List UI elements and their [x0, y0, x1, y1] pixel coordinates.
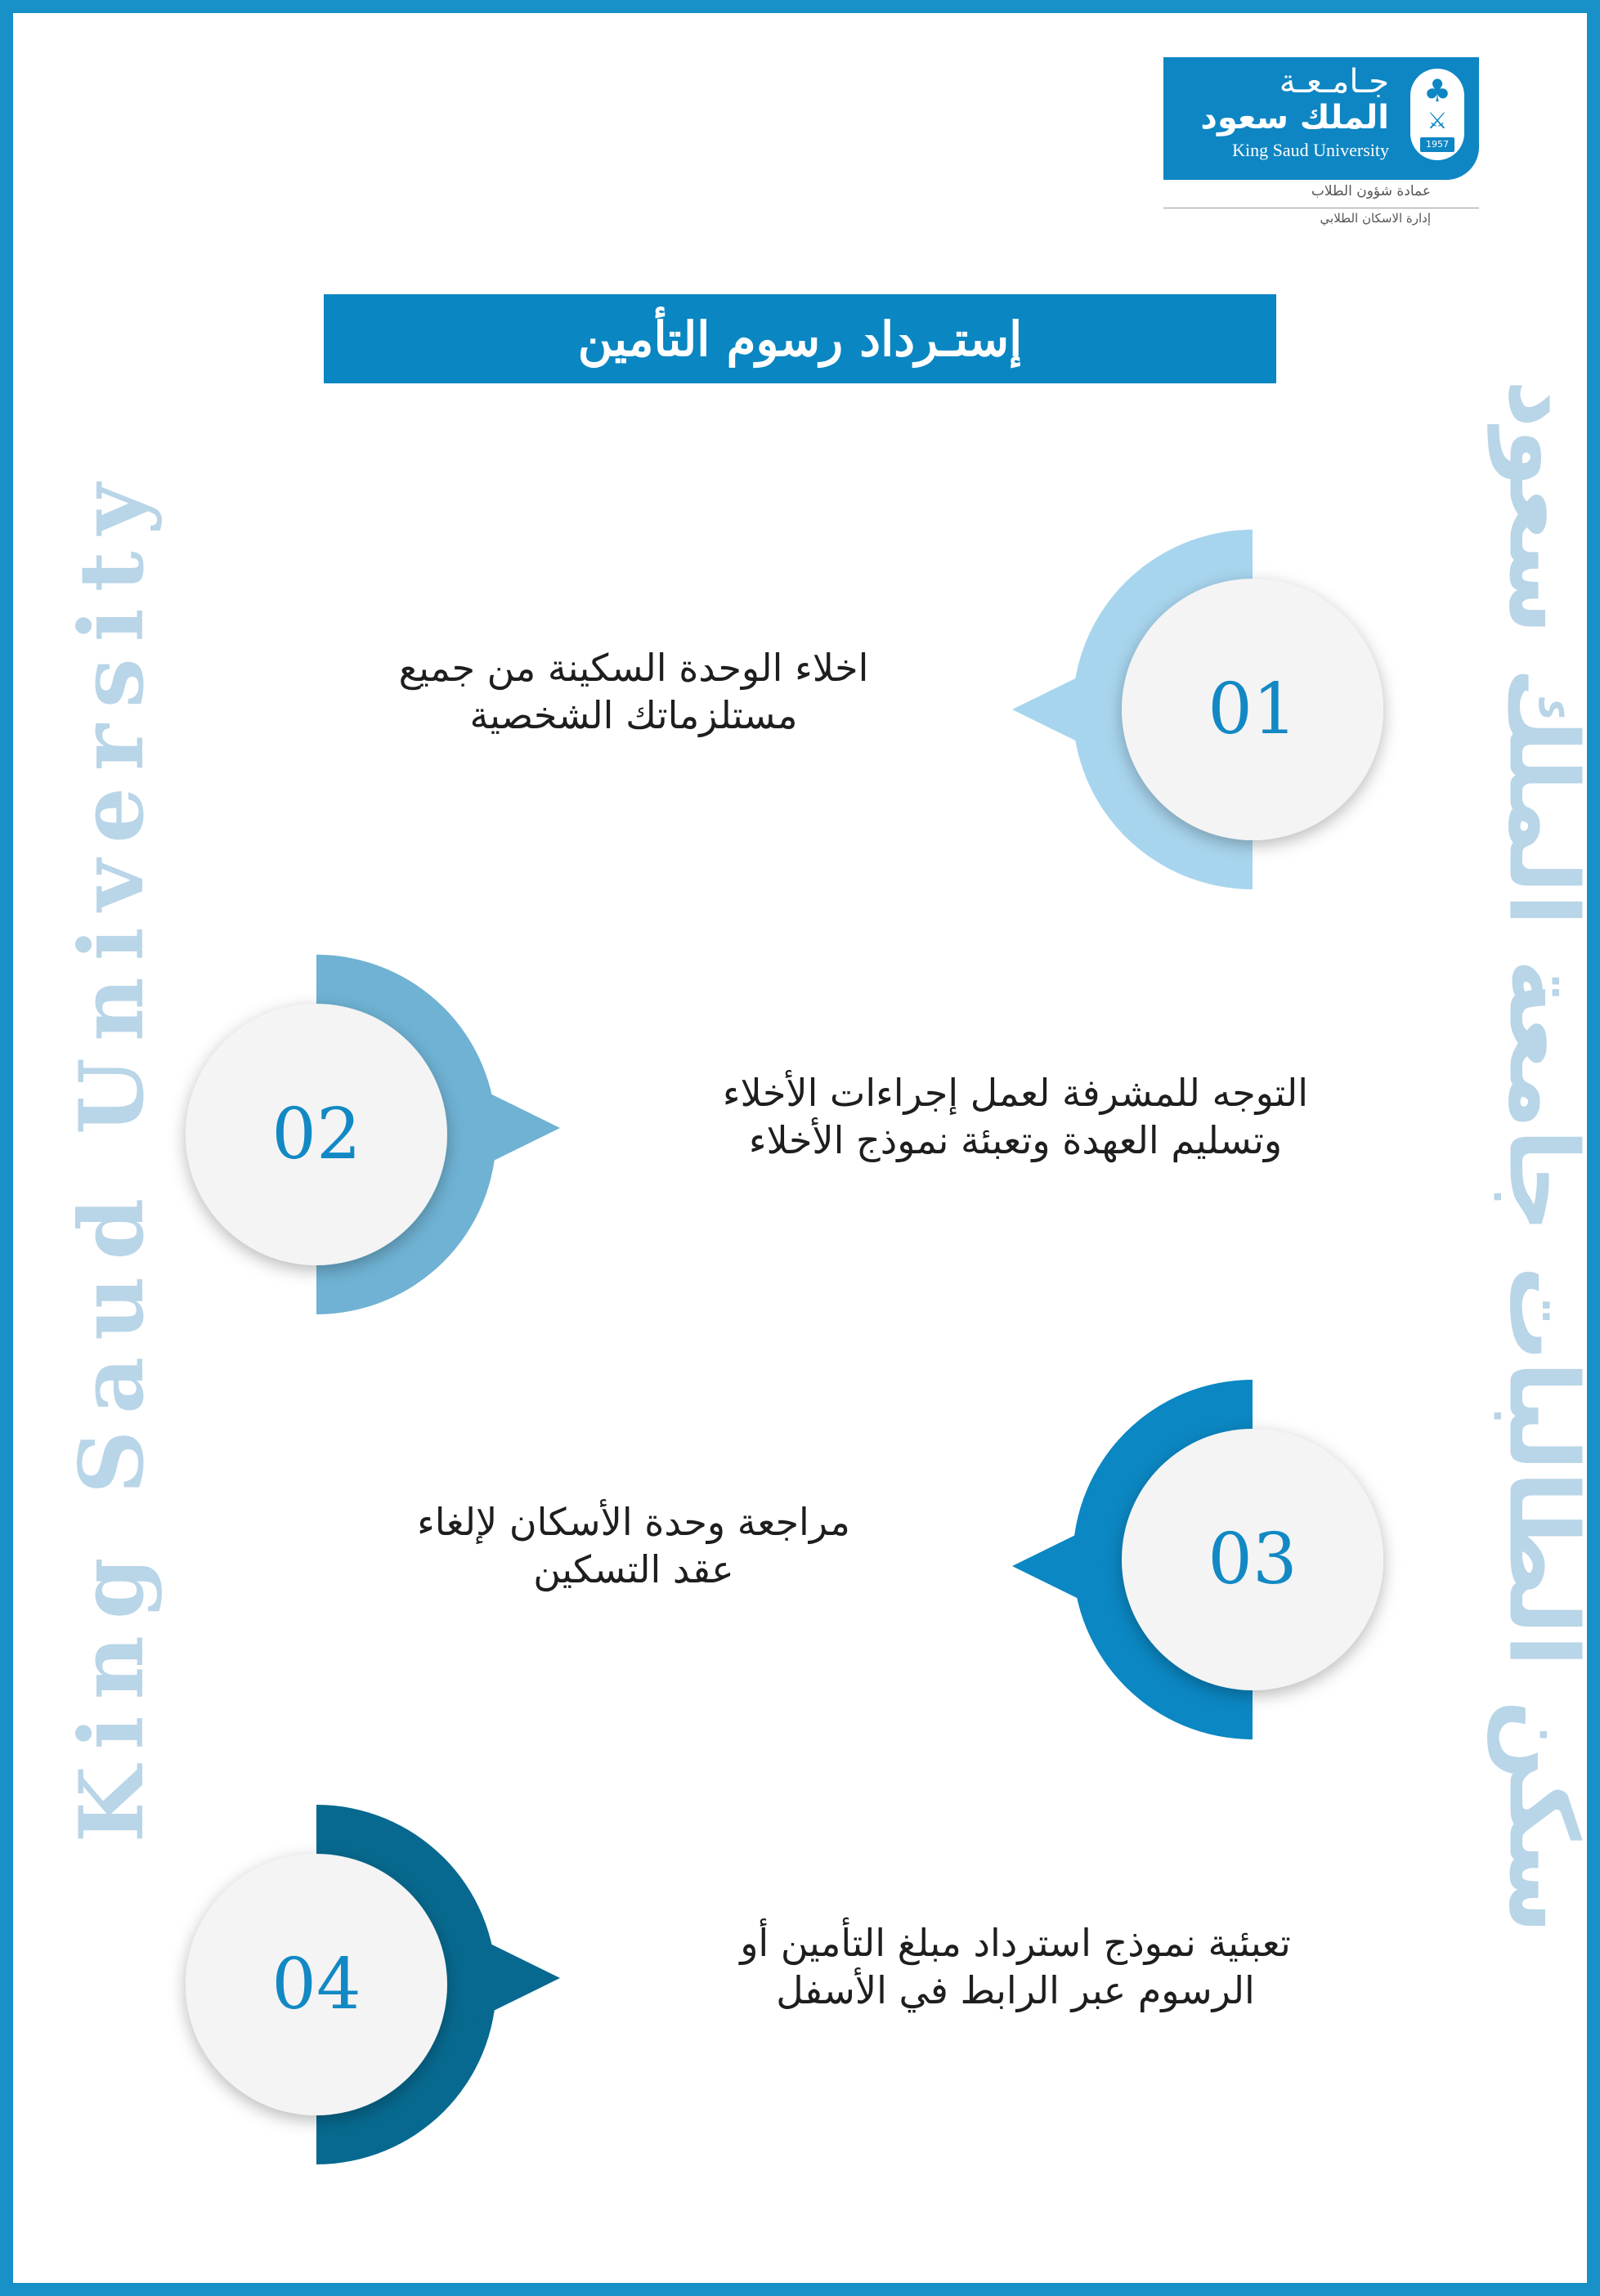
crossed-swords-icon: ⚔	[1427, 107, 1448, 134]
logo-year: 1957	[1420, 137, 1454, 152]
palm-icon: ♣	[1423, 73, 1452, 109]
step-2-pointer	[460, 1079, 560, 1177]
watermark-left: King Saud University	[61, 467, 164, 1843]
logo-arabic-line2: الملك سعود	[1200, 99, 1389, 137]
step-2-line2: وتسليم العهدة وتعبئة نموذج الأخلاء	[748, 1118, 1283, 1162]
step-3-number: 03	[1208, 1519, 1297, 1600]
step-4-text	[664, 1919, 1367, 2014]
step-3-line1: مراجعة وحدة الأسكان لإلغاء	[417, 1500, 850, 1544]
department-name: عمادة شؤون الطلاب	[1311, 183, 1431, 199]
step-4-number: 04	[271, 1944, 361, 2025]
step-4-line2: الرسوم عبر الرابط في الأسفل	[776, 1968, 1255, 2012]
logo-arabic-line1: جـامـعـة	[1279, 63, 1389, 101]
step-2-text	[664, 1069, 1367, 1164]
step-1-pointer	[1012, 660, 1112, 759]
sub-department-name: إدارة الاسكان الطلابي	[1320, 211, 1431, 226]
step-4-pointer	[460, 1929, 560, 2027]
step-3-pointer	[1012, 1517, 1112, 1615]
step-3-line2: عقد التسكين	[533, 1547, 734, 1591]
step-2-line1: التوجه للمشرفة لعمل إجراءات الأخلاء	[722, 1071, 1309, 1115]
step-1-text	[282, 644, 985, 739]
step-1-number: 01	[1208, 669, 1297, 750]
step-4-line1: تعبئية نموذج استرداد مبلغ التأمين أو	[740, 1921, 1291, 1965]
step-1-line2: مستلزماتك الشخصية	[469, 693, 798, 737]
step-3-text	[282, 1498, 985, 1593]
step-2-number: 02	[271, 1094, 361, 1175]
page-title: إستـرداد رسوم التأمين	[577, 311, 1023, 367]
watermark-right: سكن الطالبات جامعة الملك سعود	[1487, 379, 1598, 1934]
logo-english-name: King Saud University	[1232, 140, 1389, 160]
step-1-line1: اخلاء الوحدة السكينة من جميع	[398, 646, 869, 690]
